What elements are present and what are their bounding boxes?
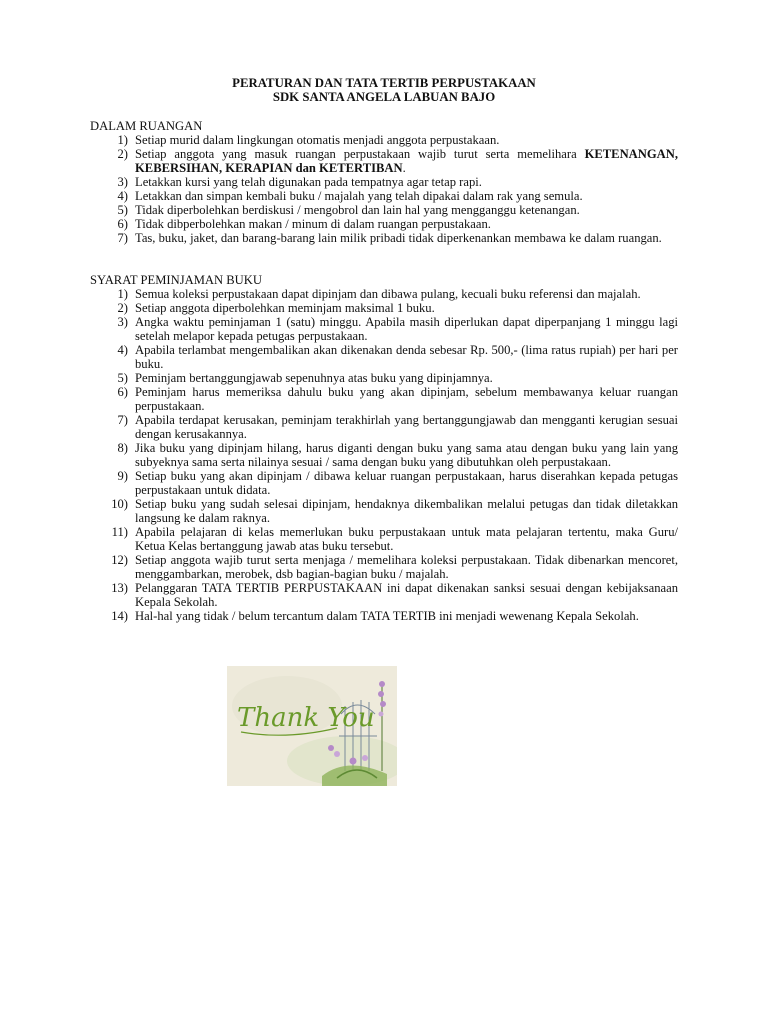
item-text: Peminjam harus memeriksa dahulu buku yang akan dipinjam, sebelum membawanya keluar ruangan perpustakaan.: [135, 385, 678, 413]
item-text: Apabila terdapat kerusakan, peminjam terakhirlah yang bertanggungjawab dan mengganti kerugian sesuai dengan kerusakannya.: [135, 413, 678, 441]
list-item: [90, 287, 678, 301]
item-number: 7): [117, 413, 128, 427]
item-number: 2): [117, 301, 128, 315]
list-item: [90, 315, 678, 343]
title-line-2: SDK SANTA ANGELA LABUAN BAJO: [272, 90, 496, 104]
item-text: Setiap anggota wajib turut serta menjaga / memelihara koleksi perpustakaan. Tidak dibenarkan mencoret, menggambarkan, merobek, dsb bagian-bagian buku / majalah.: [135, 553, 678, 581]
item-number: 1): [117, 287, 128, 301]
section-dalam-ruangan: [90, 119, 678, 245]
item-number: 9): [117, 469, 128, 483]
item-text: Setiap buku yang sudah selesai dipinjam, hendaknya dikembalikan melalui petugas dan tidak diletakkan langsung ke dalam raknya.: [135, 497, 678, 525]
list-item: [90, 581, 678, 609]
list-item: [90, 553, 678, 581]
item-number: 5): [117, 203, 128, 217]
item-text: Pelanggaran TATA TERTIB PERPUSTAKAAN ini dapat dikenakan sanksi sesuai dengan kebijaksanaan Kepala Sekolah.: [135, 581, 678, 609]
item-text: Semua koleksi perpustakaan dapat dipinjam dan dibawa pulang, kecuali buku referensi dan majalah.: [135, 287, 641, 301]
section-heading: SYARAT PEMINJAMAN BUKU: [90, 273, 262, 287]
item-text: Apabila pelajaran di kelas memerlukan buku perpustakaan untuk mata pelajaran tertentu, maka Guru/ Ketua Kelas bertanggung jawab atas buku tersebut.: [135, 525, 678, 553]
section-syarat-peminjaman: [90, 273, 678, 623]
item-number: 4): [117, 189, 128, 203]
document-title: [90, 76, 678, 104]
item-text: Letakkan dan simpan kembali buku / majalah yang telah dipakai dalam rak yang semula.: [135, 189, 583, 203]
item-text: Tas, buku, jaket, dan barang-barang lain milik pribadi tidak diperkenankan membawa ke dalam ruangan.: [135, 231, 662, 245]
list-item: [90, 203, 678, 217]
item-text: Tidak dibperbolehkan makan / minum di dalam ruangan perpustakaan.: [135, 217, 491, 231]
list-item: [90, 525, 678, 553]
item-number: 5): [117, 371, 128, 385]
item-text: Letakkan kursi yang telah digunakan pada tempatnya agar tetap rapi.: [135, 175, 482, 189]
item-text: Setiap murid dalam lingkungan otomatis menjadi anggota perpustakaan.: [135, 133, 500, 147]
item-text: Apabila terlambat mengembalikan akan dikenakan denda sebesar Rp. 500,- (lima ratus rupiah) per hari per buku.: [135, 343, 678, 371]
item-text: Jika buku yang dipinjam hilang, harus diganti dengan buku yang sama atau dengan buku yang lain yang subyeknya sama serta nilainya sesuai / sama dengan buku yang dibutuhkan oleh perpustakaan.: [135, 441, 678, 469]
list-item: [90, 497, 678, 525]
item-text: Setiap anggota diperbolehkan meminjam maksimal 1 buku.: [135, 301, 435, 315]
item-text: Peminjam bertanggungjawab sepenuhnya atas buku yang dipinjamnya.: [135, 371, 493, 385]
item-text-post: .: [402, 161, 406, 175]
item-text: [135, 147, 678, 175]
item-number: 1): [117, 133, 128, 147]
list-item: [90, 469, 678, 497]
item-number: 2): [117, 147, 128, 161]
thank-you-image: [227, 666, 397, 786]
list-item: [90, 343, 678, 371]
list-item: [90, 609, 678, 623]
item-number: 8): [117, 441, 128, 455]
section-heading: DALAM RUANGAN: [90, 119, 203, 133]
list-item: [90, 189, 678, 203]
list-item: [90, 413, 678, 441]
item-number: 3): [117, 175, 128, 189]
rules-list: [90, 287, 678, 623]
item-text: Hal-hal yang tidak / belum tercantum dalam TATA TERTIB ini menjadi wewenang Kepala Sekolah.: [135, 609, 639, 623]
item-number: 12): [111, 553, 128, 567]
item-number: 6): [117, 217, 128, 231]
rules-list: [90, 133, 678, 245]
list-item: [90, 301, 678, 315]
item-number: 3): [117, 315, 128, 329]
item-text: Angka waktu peminjaman 1 (satu) minggu. Apabila masih diperlukan dapat diperpanjang 1 minggu lagi setelah melapor kepada petugas perpustakaan.: [135, 315, 678, 343]
title-line-1: PERATURAN DAN TATA TERTIB PERPUSTAKAAN: [232, 76, 536, 90]
item-number: 13): [111, 581, 128, 595]
list-item: [90, 385, 678, 413]
list-item: [90, 441, 678, 469]
item-text: Tidak diperbolehkan berdiskusi / mengobrol dan lain hal yang mengganggu ketenangan.: [135, 203, 580, 217]
list-item: [90, 147, 678, 175]
list-item: [90, 217, 678, 231]
item-number: 6): [117, 385, 128, 399]
item-number: 7): [117, 231, 128, 245]
list-item: [90, 371, 678, 385]
item-number: 11): [111, 525, 128, 539]
item-number: 10): [111, 497, 128, 511]
item-text-bold: KETENANGAN, KEBERSIHAN, KERAPIAN dan KETERTIBAN: [135, 147, 678, 175]
item-text-pre: Setiap anggota yang masuk ruangan perpustakaan wajib turut serta memelihara: [135, 147, 585, 161]
list-item: [90, 231, 678, 245]
item-text: Setiap buku yang akan dipinjam / dibawa keluar ruangan perpustakaan, harus diserahkan kepada petugas perpustakaan untuk didata.: [135, 469, 678, 497]
list-item: [90, 133, 678, 147]
item-number: 14): [111, 609, 128, 623]
item-number: 4): [117, 343, 128, 357]
thank-you-lettering: Thank You: [237, 703, 375, 733]
list-item: [90, 175, 678, 189]
